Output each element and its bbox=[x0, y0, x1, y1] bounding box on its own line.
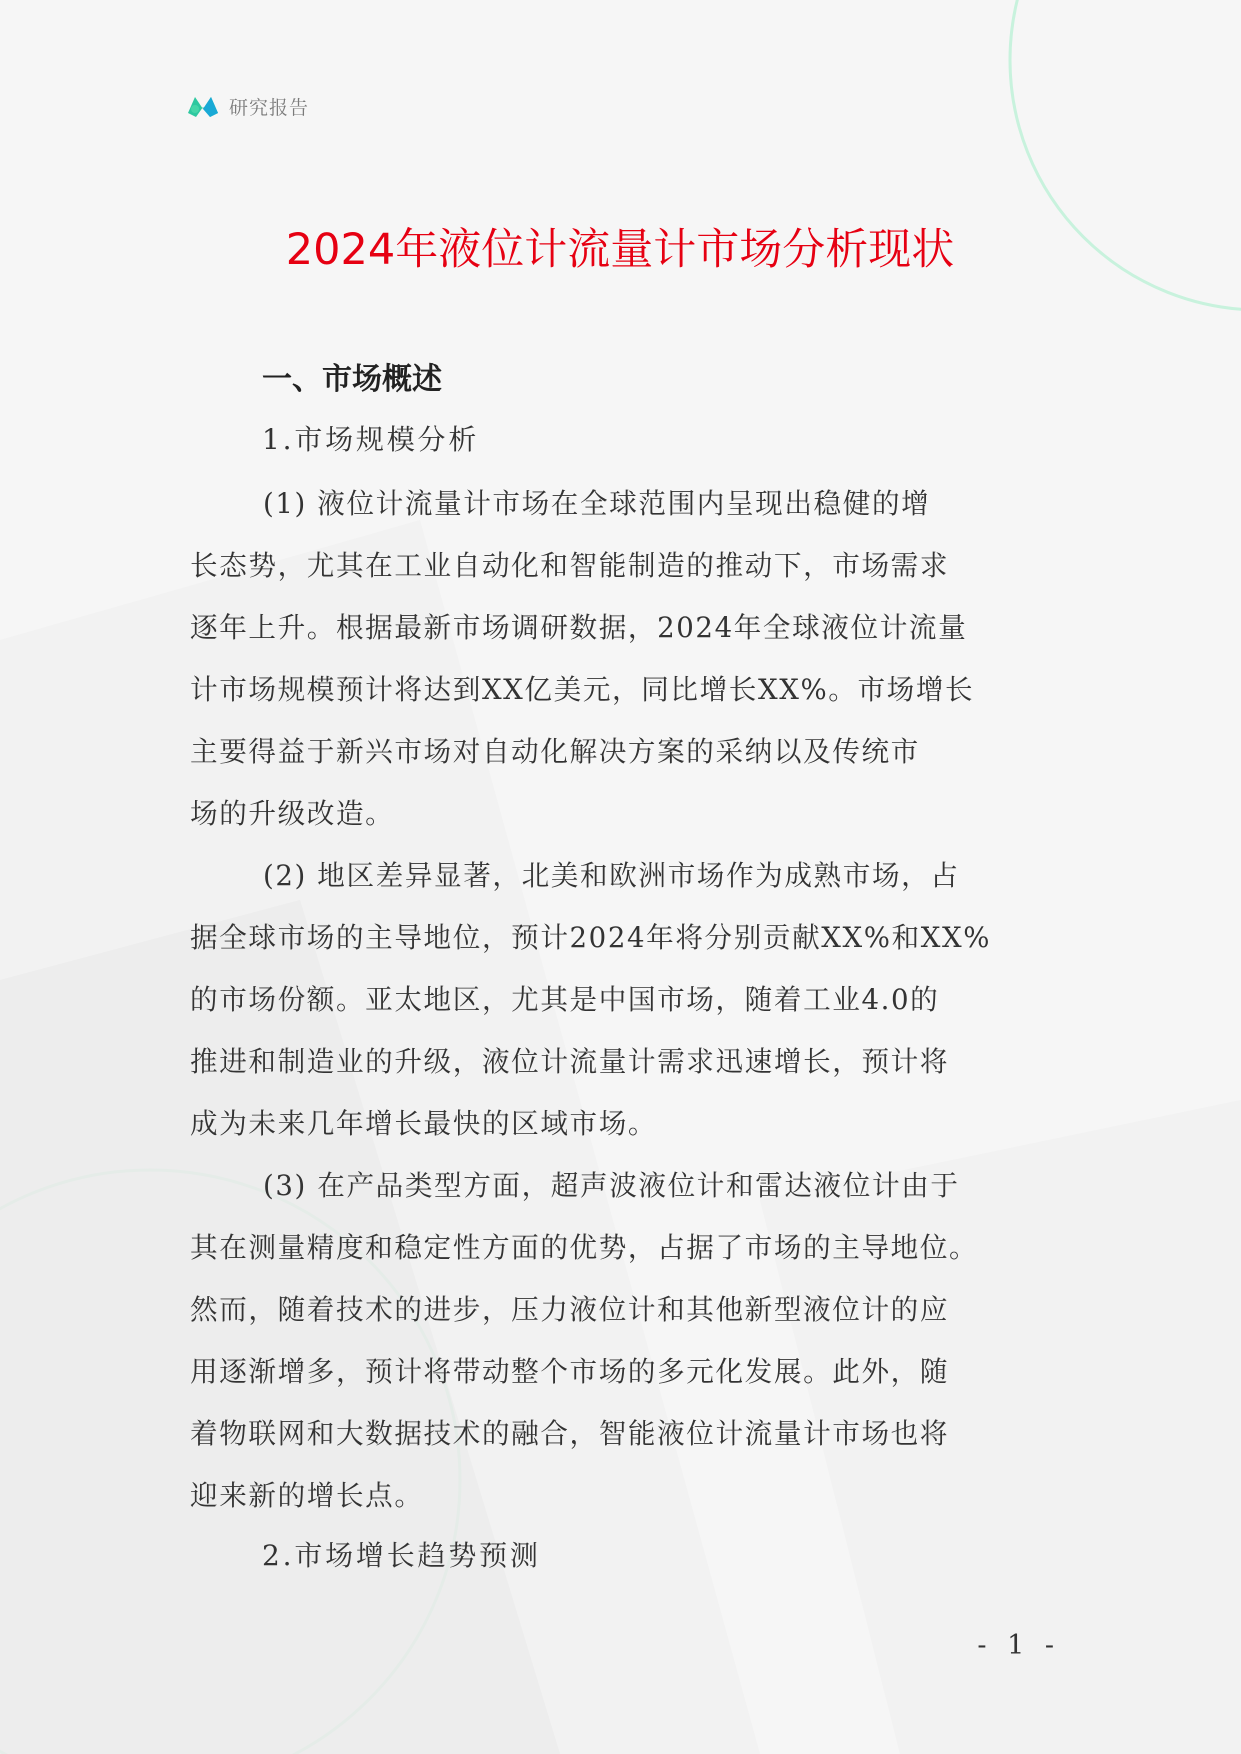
paragraph bbox=[190, 845, 1050, 1155]
paragraph-line: 据全球市场的主导地位，预计2024年将分别贡献XX%和XX% bbox=[190, 921, 992, 954]
paragraph-line: 推进和制造业的升级，液位计流量计需求迅速增长，预计将 bbox=[190, 1045, 950, 1078]
paragraph-line: (1) 液位计流量计市场在全球范围内呈现出稳健的增 bbox=[263, 487, 931, 520]
paragraph-line: 然而，随着技术的进步，压力液位计和其他新型液位计的应 bbox=[190, 1293, 950, 1326]
paragraph bbox=[190, 1155, 1050, 1527]
paragraph-line: 主要得益于新兴市场对自动化解决方案的采纳以及传统市 bbox=[190, 735, 920, 768]
paragraph-line: 的市场份额。亚太地区，尤其是中国市场，随着工业4.0的 bbox=[190, 983, 940, 1016]
paragraph-line: 成为未来几年增长最快的区域市场。 bbox=[190, 1107, 658, 1140]
subsection-heading: 1.市场规模分析 bbox=[262, 423, 480, 456]
paragraph-line: 长态势，尤其在工业自动化和智能制造的推动下，市场需求 bbox=[190, 549, 950, 582]
paragraph-line: 迎来新的增长点。 bbox=[190, 1479, 424, 1512]
report-header bbox=[186, 89, 309, 123]
paragraph-line: 场的升级改造。 bbox=[190, 797, 395, 830]
paragraph-line: (2) 地区差异显著，北美和欧洲市场作为成熟市场，占 bbox=[263, 859, 960, 892]
page-number: - 1 - bbox=[977, 1630, 1060, 1661]
paragraph-line: 逐年上升。根据最新市场调研数据，2024年全球液位计流量 bbox=[190, 611, 968, 644]
paragraph bbox=[190, 473, 1050, 845]
paragraph-line: (3) 在产品类型方面，超声波液位计和雷达液位计由于 bbox=[263, 1169, 960, 1202]
subsection-heading: 2.市场增长趋势预测 bbox=[262, 1539, 541, 1572]
paragraph-line: 计市场规模预计将达到XX亿美元，同比增长XX%。市场增长 bbox=[190, 673, 975, 706]
paragraph-line: 着物联网和大数据技术的融合，智能液位计流量计市场也将 bbox=[190, 1417, 950, 1450]
logo-icon bbox=[186, 91, 220, 121]
paragraph-line: 其在测量精度和稳定性方面的优势，占据了市场的主导地位。 bbox=[190, 1231, 979, 1264]
header-label: 研究报告 bbox=[229, 96, 310, 119]
paragraph-line: 用逐渐增多，预计将带动整个市场的多元化发展。此外，随 bbox=[190, 1355, 950, 1388]
document-title: 2024年液位计流量计市场分析现状 bbox=[285, 225, 955, 275]
section-heading: 一、市场概述 bbox=[262, 362, 442, 397]
